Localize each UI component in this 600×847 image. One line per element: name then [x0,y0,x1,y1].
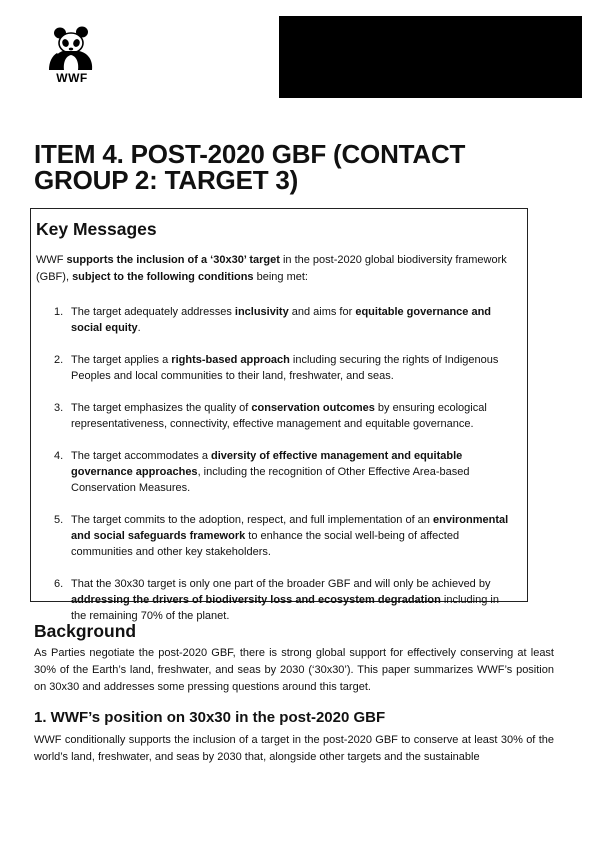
text-run: The target adequately addresses [71,306,235,318]
list-item [31,512,515,560]
list-number: 3. [54,402,64,414]
text-run: being met: [253,271,308,283]
text-run: to enhance the social well-being of affected communities and other key stakeholders. [71,530,460,558]
list-number: 4. [54,450,64,462]
redacted-block [279,16,582,98]
bold-run: inclusivity [234,306,289,318]
position-paragraph: WWF conditionally supports the inclusion of a target in the post-2020 GBF to conserve at least 30% of the world’s land, freshwater, and seas by 2030 that, alongside other targets and the sustainable [34,734,554,763]
list-item [31,576,515,624]
key-messages-heading: Key Messages [36,219,157,239]
background-heading: Background [34,621,137,641]
list-number: 5. [54,514,64,526]
page-title: ITEM 4. POST-2020 GBF (CONTACT GROUP 2: TARGET 3) [34,139,466,195]
bold-run: conservation outcomes [251,402,375,414]
list-item [31,400,515,432]
list-number: 1. [54,306,64,318]
bold-run: rights-based approach [171,354,290,366]
key-messages-list [31,304,527,624]
text-run: and aims for [288,306,356,318]
background-paragraph: As Parties negotiate the post-2020 GBF, there is strong global support for effectively conserving at least 30% of the Earth’s land, freshwater, and seas by 2030 (‘30x30’). This paper summarizes WWF’s position on 30x30 and addresses some pressing questions around this target. [34,647,554,693]
bold-run: diversity of effective management and equitable governance approaches [71,450,463,478]
bold-run: subject to the following conditions [72,271,254,283]
list-item [31,352,515,384]
list-number: 2. [54,354,64,366]
key-messages-box [30,208,528,622]
position-heading: 1. WWF’s position on 30x30 in the post-2020 GBF [34,709,386,726]
text-run: The target commits to the adoption, respect, and full implementation of an [71,514,433,526]
list-item [31,304,515,336]
key-messages-intro [36,252,513,286]
text-run: The target accommodates a [71,450,212,462]
text-run: including securing the rights of Indigenous Peoples and local communities to their land, freshwater, and seas. [71,354,499,382]
text-run: , including the recognition of Other Effective Area-based Conservation Measures. [71,466,470,494]
bold-run: equitable governance and social equity [71,306,492,334]
bold-run: addressing the drivers of biodiversity loss and ecosystem degradation [71,594,441,606]
text-run: including in the remaining 70% of the planet. [71,594,499,622]
text-run: The target applies a [71,354,172,366]
text-run: WWF [36,254,67,266]
text-run: The target emphasizes the quality of [71,402,252,414]
list-item [31,448,515,496]
text-run: That the 30x30 target is only one part of the broader GBF and will only be achieved by [71,578,491,590]
bold-run: environmental and social safeguards framework [71,514,509,542]
text-run: by ensuring ecological representativeness, connectivity, effective management and equitable governance. [71,402,487,430]
text-run: . [137,322,141,334]
text-run: in the post-2020 global biodiversity framework (GBF), [36,254,507,283]
panda-icon [48,26,96,70]
bold-run: supports the inclusion of a ‘30x30’ target [66,254,280,266]
wwf-logo [48,26,96,85]
logo-text: WWF [56,71,88,85]
list-number: 6. [54,578,64,590]
